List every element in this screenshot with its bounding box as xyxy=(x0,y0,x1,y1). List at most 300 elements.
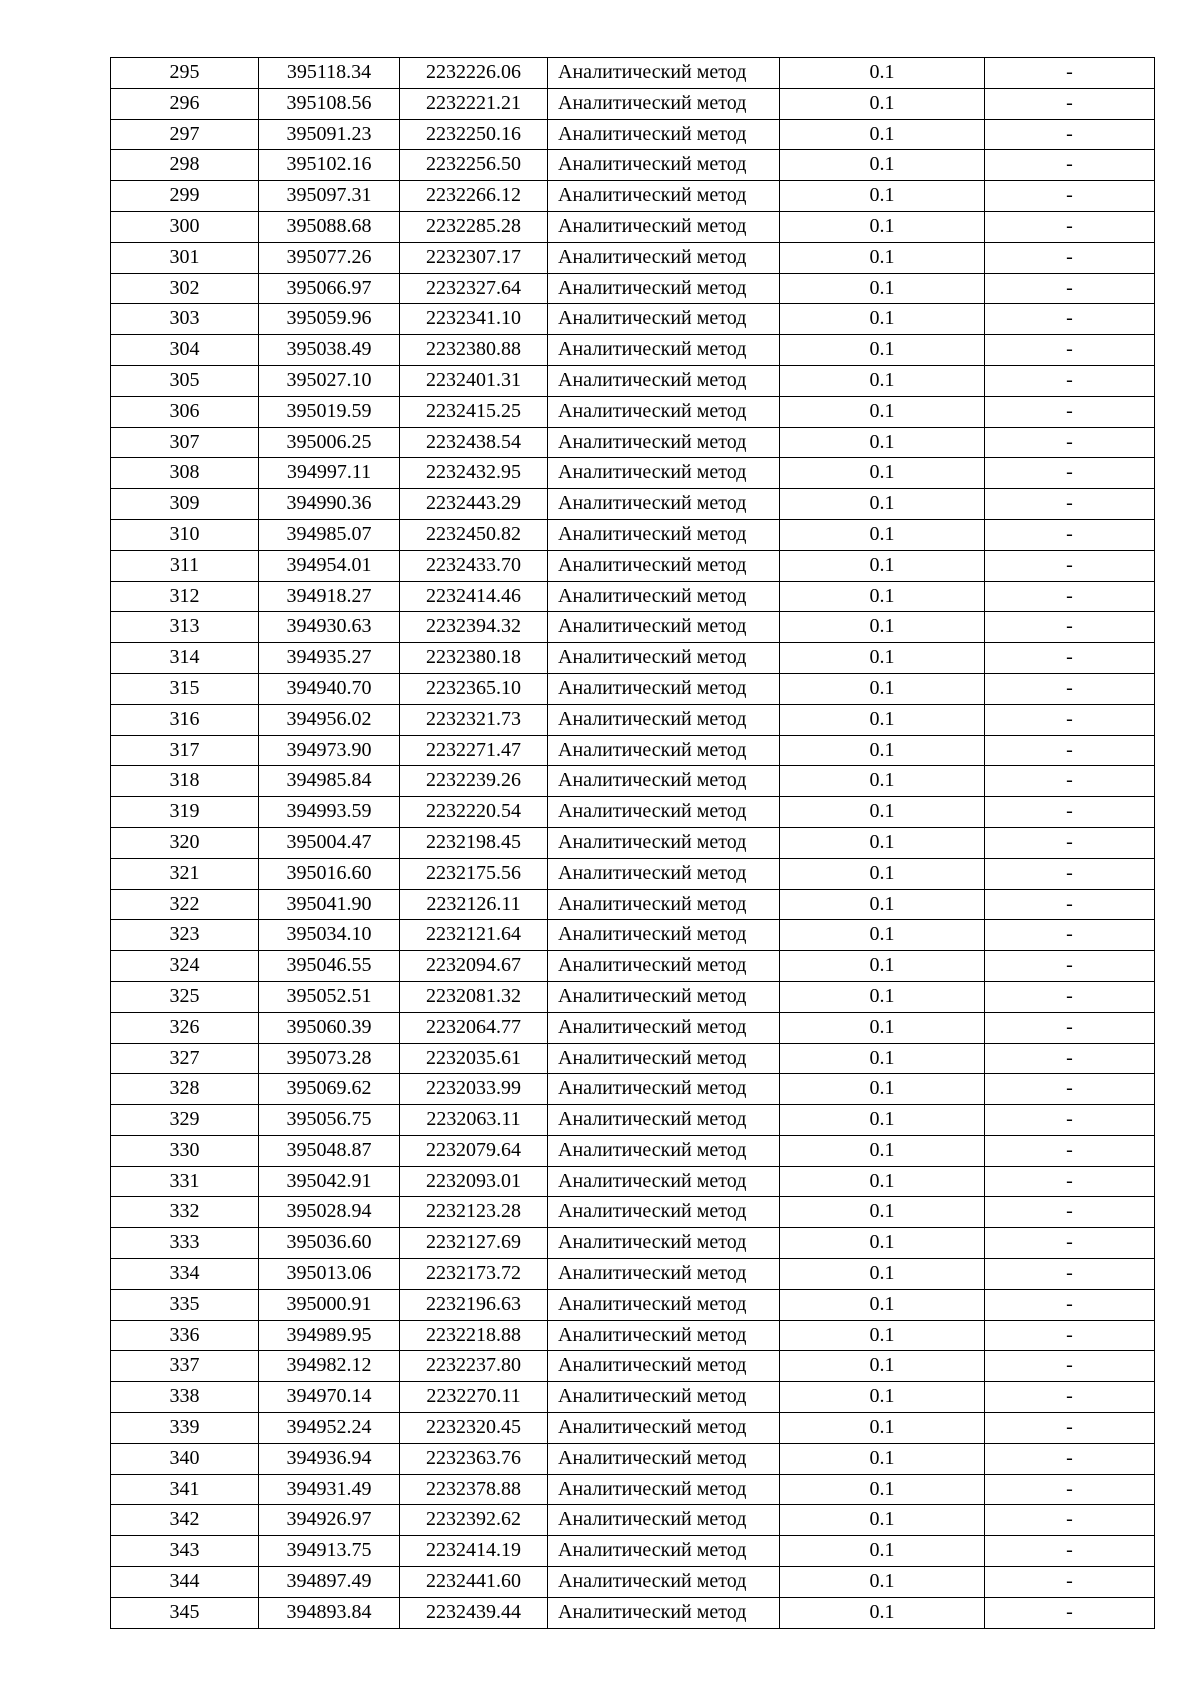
method-cell: Аналитический метод xyxy=(548,519,780,550)
method-cell: Аналитический метод xyxy=(548,1413,780,1444)
y-coordinate-cell: 2232226.06 xyxy=(400,58,548,89)
point-number-cell: 335 xyxy=(111,1289,259,1320)
note-cell: - xyxy=(985,981,1155,1012)
accuracy-cell: 0.1 xyxy=(780,304,985,335)
x-coordinate-cell: 394930.63 xyxy=(259,612,400,643)
x-coordinate-cell: 395097.31 xyxy=(259,181,400,212)
point-number-cell: 306 xyxy=(111,396,259,427)
method-cell: Аналитический метод xyxy=(548,427,780,458)
method-cell: Аналитический метод xyxy=(548,827,780,858)
method-cell: Аналитический метод xyxy=(548,1320,780,1351)
accuracy-cell: 0.1 xyxy=(780,1413,985,1444)
note-cell: - xyxy=(985,458,1155,489)
y-coordinate-cell: 2232033.99 xyxy=(400,1074,548,1105)
accuracy-cell: 0.1 xyxy=(780,981,985,1012)
y-coordinate-cell: 2232438.54 xyxy=(400,427,548,458)
note-cell: - xyxy=(985,1012,1155,1043)
point-number-cell: 322 xyxy=(111,889,259,920)
note-cell: - xyxy=(985,735,1155,766)
point-number-cell: 327 xyxy=(111,1043,259,1074)
method-cell: Аналитический метод xyxy=(548,1074,780,1105)
x-coordinate-cell: 395038.49 xyxy=(259,335,400,366)
point-number-cell: 341 xyxy=(111,1474,259,1505)
note-cell: - xyxy=(985,1536,1155,1567)
y-coordinate-cell: 2232392.62 xyxy=(400,1505,548,1536)
y-coordinate-cell: 2232380.18 xyxy=(400,643,548,674)
accuracy-cell: 0.1 xyxy=(780,1474,985,1505)
method-cell: Аналитический метод xyxy=(548,981,780,1012)
x-coordinate-cell: 394993.59 xyxy=(259,797,400,828)
accuracy-cell: 0.1 xyxy=(780,365,985,396)
accuracy-cell: 0.1 xyxy=(780,1012,985,1043)
point-number-cell: 310 xyxy=(111,519,259,550)
accuracy-cell: 0.1 xyxy=(780,211,985,242)
note-cell: - xyxy=(985,1197,1155,1228)
table-row xyxy=(111,1135,1155,1166)
y-coordinate-cell: 2232198.45 xyxy=(400,827,548,858)
x-coordinate-cell: 394893.84 xyxy=(259,1597,400,1628)
y-coordinate-cell: 2232126.11 xyxy=(400,889,548,920)
method-cell: Аналитический метод xyxy=(548,396,780,427)
method-cell: Аналитический метод xyxy=(548,889,780,920)
point-number-cell: 324 xyxy=(111,951,259,982)
table-row xyxy=(111,920,1155,951)
table-row xyxy=(111,612,1155,643)
accuracy-cell: 0.1 xyxy=(780,273,985,304)
note-cell: - xyxy=(985,951,1155,982)
y-coordinate-cell: 2232063.11 xyxy=(400,1105,548,1136)
method-cell: Аналитический метод xyxy=(548,211,780,242)
method-cell: Аналитический метод xyxy=(548,550,780,581)
table-row xyxy=(111,365,1155,396)
point-number-cell: 316 xyxy=(111,704,259,735)
note-cell: - xyxy=(985,304,1155,335)
x-coordinate-cell: 395073.28 xyxy=(259,1043,400,1074)
y-coordinate-cell: 2232081.32 xyxy=(400,981,548,1012)
accuracy-cell: 0.1 xyxy=(780,1074,985,1105)
point-number-cell: 308 xyxy=(111,458,259,489)
method-cell: Аналитический метод xyxy=(548,88,780,119)
y-coordinate-cell: 2232221.21 xyxy=(400,88,548,119)
x-coordinate-cell: 395066.97 xyxy=(259,273,400,304)
accuracy-cell: 0.1 xyxy=(780,827,985,858)
note-cell: - xyxy=(985,827,1155,858)
point-number-cell: 319 xyxy=(111,797,259,828)
accuracy-cell: 0.1 xyxy=(780,704,985,735)
table-row xyxy=(111,735,1155,766)
note-cell: - xyxy=(985,766,1155,797)
table-row xyxy=(111,1505,1155,1536)
note-cell: - xyxy=(985,211,1155,242)
point-number-cell: 321 xyxy=(111,858,259,889)
accuracy-cell: 0.1 xyxy=(780,920,985,951)
table-row xyxy=(111,1043,1155,1074)
x-coordinate-cell: 394970.14 xyxy=(259,1382,400,1413)
point-number-cell: 332 xyxy=(111,1197,259,1228)
table-row xyxy=(111,550,1155,581)
note-cell: - xyxy=(985,673,1155,704)
y-coordinate-cell: 2232239.26 xyxy=(400,766,548,797)
table-row xyxy=(111,858,1155,889)
y-coordinate-cell: 2232093.01 xyxy=(400,1166,548,1197)
accuracy-cell: 0.1 xyxy=(780,612,985,643)
method-cell: Аналитический метод xyxy=(548,1259,780,1290)
y-coordinate-cell: 2232380.88 xyxy=(400,335,548,366)
accuracy-cell: 0.1 xyxy=(780,858,985,889)
note-cell: - xyxy=(985,1474,1155,1505)
method-cell: Аналитический метод xyxy=(548,1228,780,1259)
x-coordinate-cell: 395118.34 xyxy=(259,58,400,89)
x-coordinate-cell: 395102.16 xyxy=(259,150,400,181)
y-coordinate-cell: 2232327.64 xyxy=(400,273,548,304)
y-coordinate-cell: 2232414.19 xyxy=(400,1536,548,1567)
point-number-cell: 297 xyxy=(111,119,259,150)
method-cell: Аналитический метод xyxy=(548,1135,780,1166)
table-row xyxy=(111,211,1155,242)
x-coordinate-cell: 395013.06 xyxy=(259,1259,400,1290)
x-coordinate-cell: 395091.23 xyxy=(259,119,400,150)
note-cell: - xyxy=(985,1413,1155,1444)
accuracy-cell: 0.1 xyxy=(780,1259,985,1290)
point-number-cell: 330 xyxy=(111,1135,259,1166)
table-row xyxy=(111,643,1155,674)
note-cell: - xyxy=(985,396,1155,427)
accuracy-cell: 0.1 xyxy=(780,335,985,366)
accuracy-cell: 0.1 xyxy=(780,181,985,212)
table-row xyxy=(111,981,1155,1012)
method-cell: Аналитический метод xyxy=(548,1567,780,1598)
accuracy-cell: 0.1 xyxy=(780,1043,985,1074)
y-coordinate-cell: 2232256.50 xyxy=(400,150,548,181)
x-coordinate-cell: 394913.75 xyxy=(259,1536,400,1567)
note-cell: - xyxy=(985,1320,1155,1351)
table-row xyxy=(111,1474,1155,1505)
x-coordinate-cell: 395060.39 xyxy=(259,1012,400,1043)
accuracy-cell: 0.1 xyxy=(780,581,985,612)
method-cell: Аналитический метод xyxy=(548,704,780,735)
method-cell: Аналитический метод xyxy=(548,273,780,304)
note-cell: - xyxy=(985,612,1155,643)
table-row xyxy=(111,181,1155,212)
note-cell: - xyxy=(985,365,1155,396)
y-coordinate-cell: 2232394.32 xyxy=(400,612,548,643)
coordinates-table xyxy=(110,57,1155,1629)
y-coordinate-cell: 2232441.60 xyxy=(400,1567,548,1598)
x-coordinate-cell: 394990.36 xyxy=(259,489,400,520)
note-cell: - xyxy=(985,1443,1155,1474)
table-row xyxy=(111,581,1155,612)
table-row xyxy=(111,304,1155,335)
x-coordinate-cell: 394897.49 xyxy=(259,1567,400,1598)
y-coordinate-cell: 2232271.47 xyxy=(400,735,548,766)
table-row xyxy=(111,889,1155,920)
table-row xyxy=(111,1536,1155,1567)
y-coordinate-cell: 2232127.69 xyxy=(400,1228,548,1259)
method-cell: Аналитический метод xyxy=(548,1597,780,1628)
note-cell: - xyxy=(985,920,1155,951)
point-number-cell: 305 xyxy=(111,365,259,396)
x-coordinate-cell: 395036.60 xyxy=(259,1228,400,1259)
table-row xyxy=(111,427,1155,458)
point-number-cell: 331 xyxy=(111,1166,259,1197)
note-cell: - xyxy=(985,1043,1155,1074)
point-number-cell: 303 xyxy=(111,304,259,335)
table-row xyxy=(111,1597,1155,1628)
accuracy-cell: 0.1 xyxy=(780,1166,985,1197)
note-cell: - xyxy=(985,704,1155,735)
accuracy-cell: 0.1 xyxy=(780,242,985,273)
x-coordinate-cell: 394952.24 xyxy=(259,1413,400,1444)
method-cell: Аналитический метод xyxy=(548,1382,780,1413)
x-coordinate-cell: 395000.91 xyxy=(259,1289,400,1320)
table-row xyxy=(111,458,1155,489)
x-coordinate-cell: 395041.90 xyxy=(259,889,400,920)
y-coordinate-cell: 2232250.16 xyxy=(400,119,548,150)
x-coordinate-cell: 395046.55 xyxy=(259,951,400,982)
note-cell: - xyxy=(985,1074,1155,1105)
note-cell: - xyxy=(985,1105,1155,1136)
accuracy-cell: 0.1 xyxy=(780,550,985,581)
point-number-cell: 299 xyxy=(111,181,259,212)
point-number-cell: 342 xyxy=(111,1505,259,1536)
x-coordinate-cell: 394926.97 xyxy=(259,1505,400,1536)
method-cell: Аналитический метод xyxy=(548,766,780,797)
table-row xyxy=(111,58,1155,89)
accuracy-cell: 0.1 xyxy=(780,673,985,704)
y-coordinate-cell: 2232064.77 xyxy=(400,1012,548,1043)
point-number-cell: 301 xyxy=(111,242,259,273)
x-coordinate-cell: 394985.84 xyxy=(259,766,400,797)
y-coordinate-cell: 2232094.67 xyxy=(400,951,548,982)
y-coordinate-cell: 2232237.80 xyxy=(400,1351,548,1382)
note-cell: - xyxy=(985,858,1155,889)
table-row xyxy=(111,951,1155,982)
method-cell: Аналитический метод xyxy=(548,489,780,520)
method-cell: Аналитический метод xyxy=(548,1197,780,1228)
method-cell: Аналитический метод xyxy=(548,181,780,212)
y-coordinate-cell: 2232378.88 xyxy=(400,1474,548,1505)
table-row xyxy=(111,1074,1155,1105)
method-cell: Аналитический метод xyxy=(548,242,780,273)
point-number-cell: 344 xyxy=(111,1567,259,1598)
table-row xyxy=(111,273,1155,304)
table-row xyxy=(111,1012,1155,1043)
point-number-cell: 337 xyxy=(111,1351,259,1382)
accuracy-cell: 0.1 xyxy=(780,735,985,766)
point-number-cell: 311 xyxy=(111,550,259,581)
method-cell: Аналитический метод xyxy=(548,1043,780,1074)
point-number-cell: 296 xyxy=(111,88,259,119)
y-coordinate-cell: 2232220.54 xyxy=(400,797,548,828)
note-cell: - xyxy=(985,427,1155,458)
y-coordinate-cell: 2232175.56 xyxy=(400,858,548,889)
note-cell: - xyxy=(985,335,1155,366)
note-cell: - xyxy=(985,58,1155,89)
table-row xyxy=(111,119,1155,150)
accuracy-cell: 0.1 xyxy=(780,797,985,828)
table-row xyxy=(111,335,1155,366)
y-coordinate-cell: 2232432.95 xyxy=(400,458,548,489)
table-row xyxy=(111,797,1155,828)
accuracy-cell: 0.1 xyxy=(780,1597,985,1628)
method-cell: Аналитический метод xyxy=(548,304,780,335)
method-cell: Аналитический метод xyxy=(548,365,780,396)
table-row xyxy=(111,519,1155,550)
point-number-cell: 314 xyxy=(111,643,259,674)
note-cell: - xyxy=(985,889,1155,920)
point-number-cell: 345 xyxy=(111,1597,259,1628)
y-coordinate-cell: 2232363.76 xyxy=(400,1443,548,1474)
x-coordinate-cell: 394954.01 xyxy=(259,550,400,581)
x-coordinate-cell: 394997.11 xyxy=(259,458,400,489)
point-number-cell: 307 xyxy=(111,427,259,458)
note-cell: - xyxy=(985,1228,1155,1259)
note-cell: - xyxy=(985,519,1155,550)
accuracy-cell: 0.1 xyxy=(780,519,985,550)
y-coordinate-cell: 2232266.12 xyxy=(400,181,548,212)
point-number-cell: 329 xyxy=(111,1105,259,1136)
accuracy-cell: 0.1 xyxy=(780,458,985,489)
table-row xyxy=(111,1413,1155,1444)
x-coordinate-cell: 395059.96 xyxy=(259,304,400,335)
point-number-cell: 334 xyxy=(111,1259,259,1290)
point-number-cell: 317 xyxy=(111,735,259,766)
y-coordinate-cell: 2232035.61 xyxy=(400,1043,548,1074)
x-coordinate-cell: 395052.51 xyxy=(259,981,400,1012)
point-number-cell: 328 xyxy=(111,1074,259,1105)
note-cell: - xyxy=(985,643,1155,674)
accuracy-cell: 0.1 xyxy=(780,58,985,89)
table-row xyxy=(111,766,1155,797)
y-coordinate-cell: 2232415.25 xyxy=(400,396,548,427)
point-number-cell: 298 xyxy=(111,150,259,181)
y-coordinate-cell: 2232079.64 xyxy=(400,1135,548,1166)
accuracy-cell: 0.1 xyxy=(780,88,985,119)
accuracy-cell: 0.1 xyxy=(780,889,985,920)
table-row xyxy=(111,1320,1155,1351)
x-coordinate-cell: 394940.70 xyxy=(259,673,400,704)
note-cell: - xyxy=(985,797,1155,828)
point-number-cell: 315 xyxy=(111,673,259,704)
method-cell: Аналитический метод xyxy=(548,150,780,181)
point-number-cell: 304 xyxy=(111,335,259,366)
accuracy-cell: 0.1 xyxy=(780,427,985,458)
x-coordinate-cell: 395108.56 xyxy=(259,88,400,119)
note-cell: - xyxy=(985,581,1155,612)
method-cell: Аналитический метод xyxy=(548,458,780,489)
accuracy-cell: 0.1 xyxy=(780,1351,985,1382)
x-coordinate-cell: 395042.91 xyxy=(259,1166,400,1197)
note-cell: - xyxy=(985,1135,1155,1166)
table-row xyxy=(111,1351,1155,1382)
x-coordinate-cell: 394973.90 xyxy=(259,735,400,766)
table-row xyxy=(111,673,1155,704)
y-coordinate-cell: 2232121.64 xyxy=(400,920,548,951)
method-cell: Аналитический метод xyxy=(548,581,780,612)
note-cell: - xyxy=(985,1382,1155,1413)
x-coordinate-cell: 395048.87 xyxy=(259,1135,400,1166)
note-cell: - xyxy=(985,1567,1155,1598)
method-cell: Аналитический метод xyxy=(548,1474,780,1505)
method-cell: Аналитический метод xyxy=(548,612,780,643)
table-row xyxy=(111,704,1155,735)
accuracy-cell: 0.1 xyxy=(780,1289,985,1320)
table-row xyxy=(111,396,1155,427)
y-coordinate-cell: 2232414.46 xyxy=(400,581,548,612)
table-row xyxy=(111,489,1155,520)
x-coordinate-cell: 395004.47 xyxy=(259,827,400,858)
y-coordinate-cell: 2232270.11 xyxy=(400,1382,548,1413)
note-cell: - xyxy=(985,1351,1155,1382)
point-number-cell: 333 xyxy=(111,1228,259,1259)
method-cell: Аналитический метод xyxy=(548,1351,780,1382)
point-number-cell: 313 xyxy=(111,612,259,643)
x-coordinate-cell: 394935.27 xyxy=(259,643,400,674)
accuracy-cell: 0.1 xyxy=(780,1320,985,1351)
x-coordinate-cell: 394956.02 xyxy=(259,704,400,735)
y-coordinate-cell: 2232439.44 xyxy=(400,1597,548,1628)
point-number-cell: 343 xyxy=(111,1536,259,1567)
note-cell: - xyxy=(985,273,1155,304)
method-cell: Аналитический метод xyxy=(548,1012,780,1043)
point-number-cell: 302 xyxy=(111,273,259,304)
x-coordinate-cell: 395069.62 xyxy=(259,1074,400,1105)
point-number-cell: 295 xyxy=(111,58,259,89)
point-number-cell: 339 xyxy=(111,1413,259,1444)
note-cell: - xyxy=(985,181,1155,212)
table-row xyxy=(111,1259,1155,1290)
y-coordinate-cell: 2232173.72 xyxy=(400,1259,548,1290)
table-row xyxy=(111,827,1155,858)
y-coordinate-cell: 2232285.28 xyxy=(400,211,548,242)
note-cell: - xyxy=(985,119,1155,150)
note-cell: - xyxy=(985,1259,1155,1290)
table-row xyxy=(111,1197,1155,1228)
accuracy-cell: 0.1 xyxy=(780,396,985,427)
accuracy-cell: 0.1 xyxy=(780,766,985,797)
method-cell: Аналитический метод xyxy=(548,951,780,982)
x-coordinate-cell: 394931.49 xyxy=(259,1474,400,1505)
x-coordinate-cell: 395077.26 xyxy=(259,242,400,273)
accuracy-cell: 0.1 xyxy=(780,1505,985,1536)
point-number-cell: 326 xyxy=(111,1012,259,1043)
y-coordinate-cell: 2232450.82 xyxy=(400,519,548,550)
x-coordinate-cell: 394985.07 xyxy=(259,519,400,550)
note-cell: - xyxy=(985,550,1155,581)
x-coordinate-cell: 395016.60 xyxy=(259,858,400,889)
method-cell: Аналитический метод xyxy=(548,1166,780,1197)
accuracy-cell: 0.1 xyxy=(780,643,985,674)
method-cell: Аналитический метод xyxy=(548,920,780,951)
note-cell: - xyxy=(985,1289,1155,1320)
method-cell: Аналитический метод xyxy=(548,673,780,704)
y-coordinate-cell: 2232123.28 xyxy=(400,1197,548,1228)
note-cell: - xyxy=(985,1166,1155,1197)
x-coordinate-cell: 395027.10 xyxy=(259,365,400,396)
method-cell: Аналитический метод xyxy=(548,643,780,674)
note-cell: - xyxy=(985,1597,1155,1628)
method-cell: Аналитический метод xyxy=(548,1105,780,1136)
method-cell: Аналитический метод xyxy=(548,797,780,828)
x-coordinate-cell: 394936.94 xyxy=(259,1443,400,1474)
x-coordinate-cell: 395034.10 xyxy=(259,920,400,951)
accuracy-cell: 0.1 xyxy=(780,1567,985,1598)
table-body xyxy=(111,58,1155,1629)
table-row xyxy=(111,1382,1155,1413)
y-coordinate-cell: 2232443.29 xyxy=(400,489,548,520)
y-coordinate-cell: 2232307.17 xyxy=(400,242,548,273)
table-row xyxy=(111,1166,1155,1197)
